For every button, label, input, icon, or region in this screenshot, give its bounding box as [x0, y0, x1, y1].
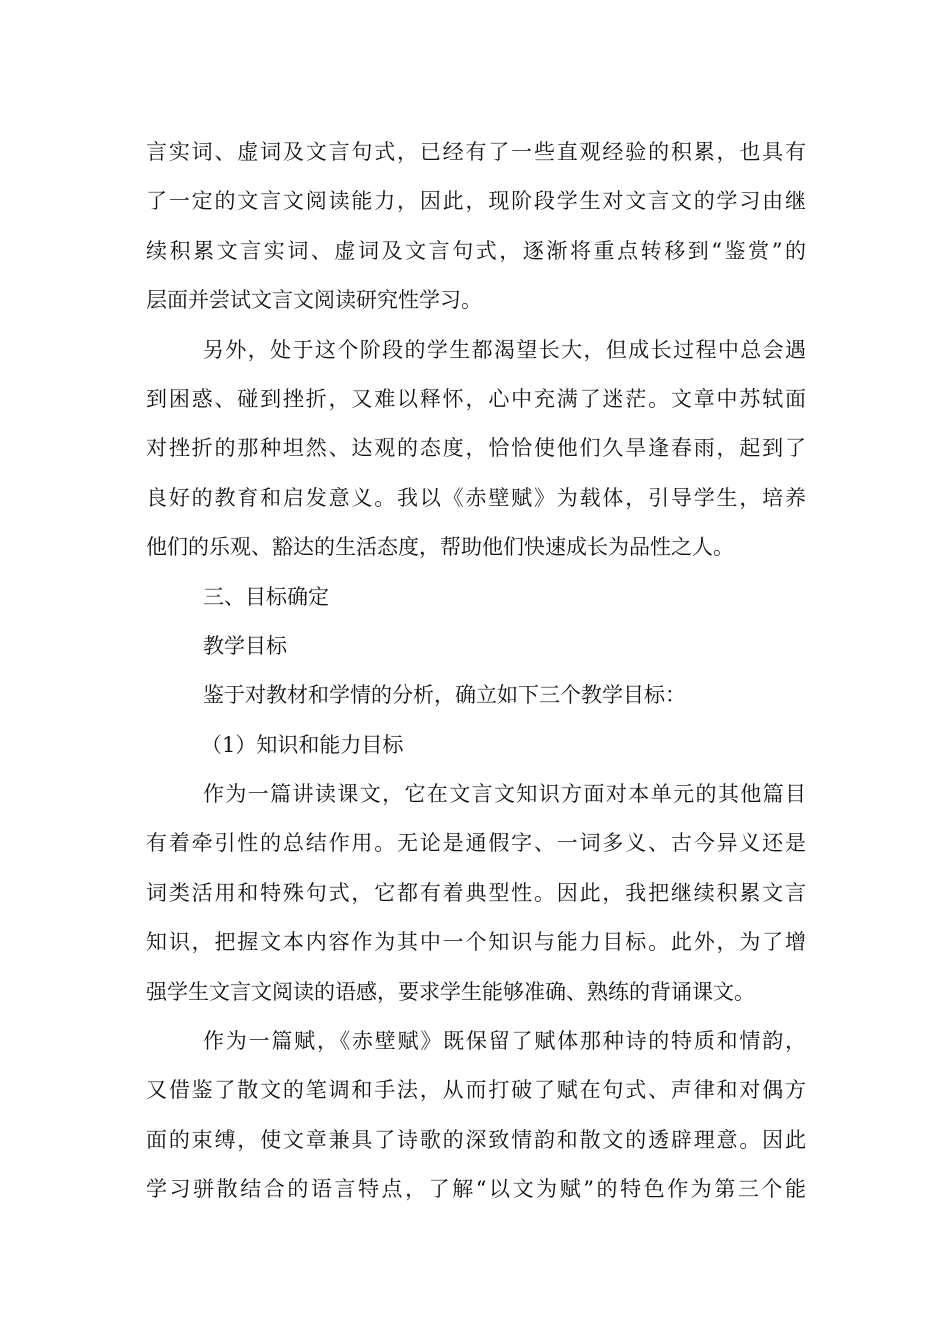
paragraph-first-line: 另外，处于这个阶段的学生都渴望长大，但成长过程中总会遇	[203, 337, 806, 362]
document-body	[146, 128, 806, 1215]
text-line: 了一定的文言文阅读能力，因此，现阶段学生对文言文的学习由继	[146, 189, 806, 214]
text-line: 良好的教育和启发意义。我以《赤壁赋》为载体，引导学生，培养	[146, 485, 806, 510]
text-line: 又借鉴了散文的笔调和手法，从而打破了赋在句式、声律和对偶方	[146, 1078, 806, 1103]
text-line: 词类活用和特殊句式，它都有着典型性。因此，我把继续积累文言	[146, 880, 806, 905]
text-line: 知识，把握文本内容作为其中一个知识与能力目标。此外，为了增	[146, 930, 806, 955]
text-line: 强学生文言文阅读的语感，要求学生能够准确、熟练的背诵课文。	[146, 979, 755, 1004]
text-line: 对挫折的那种坦然、达观的态度，恰恰使他们久旱逢春雨，起到了	[146, 436, 806, 461]
text-line: 学习骈散结合的语言特点，了解“以文为赋”的特色作为第三个能	[146, 1177, 806, 1202]
list-heading: （1）知识和能力目标	[201, 732, 404, 757]
text-line: 层面并尝试文言文阅读研究性学习。	[146, 288, 482, 313]
paragraph-first-line: 作为一篇讲读课文，它在文言文知识方面对本单元的其他篇目	[203, 782, 806, 807]
text-line: 续积累文言实词、虚词及文言句式，逐渐将重点转移到“鉴赏”的	[146, 238, 806, 263]
text-line: 言实词、虚词及文言句式，已经有了一些直观经验的积累，也具有	[146, 140, 806, 164]
text-line: 面的束缚，使文章兼具了诗歌的深致情韵和散文的透辟理意。因此	[146, 1127, 806, 1152]
paragraph-first-line: 作为一篇赋，《赤壁赋》既保留了赋体那种诗的特质和情韵，	[203, 1029, 806, 1054]
section-heading: 三、目标确定	[203, 584, 329, 609]
text-line: 有着牵引性的总结作用。无论是通假字、一词多义、古今异义还是	[146, 831, 806, 856]
subsection-heading: 教学目标	[203, 633, 287, 658]
text-line: 到困惑、碰到挫折，又难以释怀，心中充满了迷茫。文章中苏轼面	[146, 386, 806, 411]
paragraph-first-line: 鉴于对教材和学情的分析，确立如下三个教学目标：	[203, 683, 686, 708]
text-line: 他们的乐观、豁达的生活态度，帮助他们快速成长为品性之人。	[146, 535, 734, 560]
